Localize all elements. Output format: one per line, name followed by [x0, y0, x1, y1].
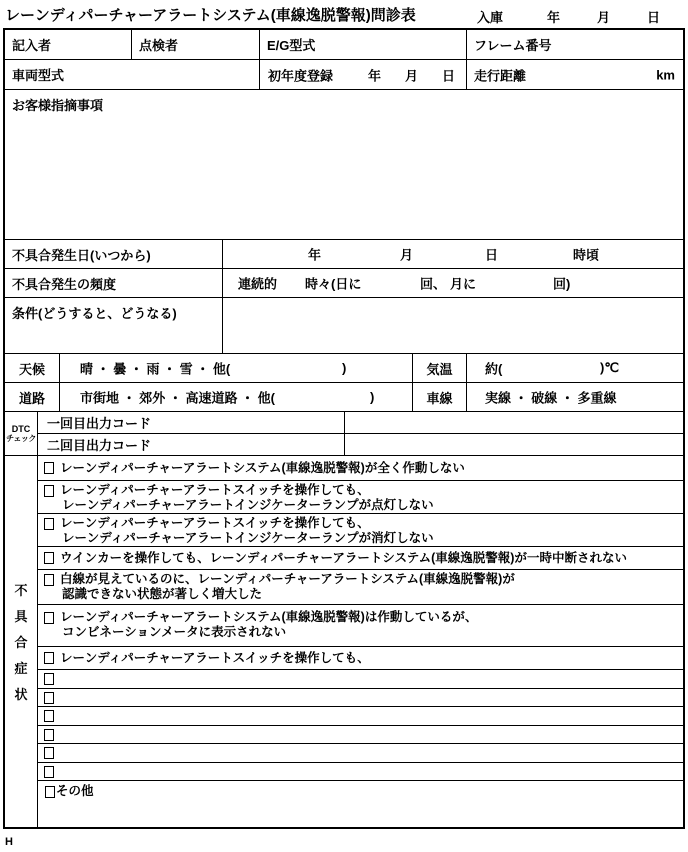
lane-options-cell[interactable]: [467, 383, 683, 411]
form-table: [3, 28, 685, 829]
checkbox[interactable]: [44, 692, 54, 704]
engine-model-cell[interactable]: [260, 30, 467, 59]
trouble-date-label-cell: [5, 240, 223, 268]
road-row: [5, 383, 683, 412]
freq-times2-label: 回): [553, 276, 571, 292]
symptom-row-empty: [38, 763, 683, 781]
symptoms-section: [5, 456, 683, 827]
road-label: 道路: [18, 390, 45, 406]
road-close-paren: ): [370, 389, 375, 405]
symptom-text: 白線が見えているのに、レーンディパーチャーアラートシステム(車線逸脱警報)が: [60, 572, 515, 586]
dtc-label-line2: チェック: [6, 433, 36, 443]
symptom-text-line2: 認識できない状態が著しく増大した: [62, 587, 263, 601]
weather-label: 天候: [18, 361, 45, 377]
header-row-2: [5, 60, 683, 90]
symptom-rows: [38, 456, 683, 827]
dtc-second-label-cell: [38, 434, 345, 455]
symptom-row: [38, 605, 683, 647]
symptoms-label-char: 具: [14, 609, 28, 624]
symptoms-label-char: 症: [14, 661, 28, 676]
header-row-1: [5, 30, 683, 60]
intake-day-label: 日: [647, 10, 661, 25]
condition-label: 条件(どうすると、どうなる): [12, 306, 177, 321]
checkbox[interactable]: [44, 710, 54, 722]
checkbox[interactable]: [44, 462, 54, 474]
recorder-cell[interactable]: [5, 30, 132, 59]
dtc-label-line1: DTC: [11, 423, 31, 434]
road-options: 市街地 ・ 郊外 ・ 高速道路 ・ 他(: [80, 390, 276, 406]
temperature-label: 気温: [426, 361, 453, 377]
frame-number-cell[interactable]: [467, 30, 683, 59]
checkbox[interactable]: [44, 552, 54, 564]
freq-continuous-label: 連続的: [238, 276, 278, 292]
symptom-row: [38, 514, 683, 547]
weather-options: 晴 ・ 曇 ・ 雨 ・ 雪 ・ 他(: [80, 361, 231, 377]
title-row: [0, 0, 688, 28]
freq-sometimes-label: 時々(日に: [305, 276, 362, 292]
mileage-cell[interactable]: [467, 60, 683, 89]
reg-month-label: 月: [405, 68, 419, 83]
symptom-row: [38, 547, 683, 570]
symptoms-label-char: 合: [14, 635, 28, 650]
freq-times1-label: 回、: [420, 276, 447, 292]
trouble-date-row: [5, 240, 683, 269]
frame-number-label: フレーム番号: [474, 38, 552, 53]
page-title: レーンディパーチャーアラートシステム(車線逸脱警報)問診表: [5, 7, 416, 24]
dtc-first-label-cell: [38, 412, 345, 433]
symptom-row-empty: [38, 670, 683, 689]
customer-notes-box[interactable]: [5, 90, 683, 240]
reg-year-label: 年: [368, 68, 382, 83]
lane-label-cell: [413, 383, 467, 411]
condition-value-cell[interactable]: [223, 298, 683, 353]
symptom-text: レーンディパーチャーアラートスイッチを操作しても、: [60, 650, 370, 665]
symptom-row: [38, 456, 683, 481]
symptom-row: [38, 647, 683, 670]
first-registration-cell[interactable]: [260, 60, 467, 89]
checkbox[interactable]: [44, 485, 54, 497]
footer-mark: H: [5, 836, 13, 848]
customer-notes-label: お客様指摘事項: [12, 98, 104, 113]
trouble-time-label: 時頃: [573, 247, 600, 263]
trouble-month-label: 月: [400, 247, 414, 263]
weather-row: [5, 354, 683, 383]
dtc-rows: [38, 412, 683, 455]
inspector-label: 点検者: [139, 38, 179, 53]
freq-monthly-label: 月に: [450, 276, 477, 292]
lane-label: 車線: [426, 390, 453, 406]
trouble-date-label: 不具合発生日(いつから): [12, 247, 151, 263]
vehicle-model-label: 車両型式: [12, 68, 65, 83]
checkbox[interactable]: [44, 673, 54, 685]
symptom-text-line2: レーンディパーチャーアラートインジケーターランプが消灯しない: [62, 531, 434, 545]
checkbox[interactable]: [44, 574, 54, 586]
frequency-value-cell[interactable]: [223, 269, 683, 297]
weather-options-cell[interactable]: [60, 354, 413, 382]
trouble-frequency-row: [5, 269, 683, 298]
weather-close-paren: ): [342, 360, 347, 376]
weather-label-cell: [5, 354, 60, 382]
symptom-row-empty: [38, 744, 683, 763]
symptom-row: [38, 481, 683, 514]
mileage-label: 走行距離: [474, 68, 527, 83]
symptom-row-other: [38, 781, 683, 827]
temp-close: )℃: [600, 360, 619, 375]
frequency-label-cell: [5, 269, 223, 297]
symptom-row: [38, 570, 683, 605]
temp-open: 約(: [485, 361, 503, 377]
symptom-text: レーンディパーチャーアラートスイッチを操作しても、: [60, 483, 370, 497]
reg-day-label: 日: [442, 68, 456, 83]
vehicle-model-cell[interactable]: [5, 60, 260, 89]
intake-label: 入庫: [477, 10, 504, 25]
dtc-second-value-cell[interactable]: [345, 434, 683, 455]
condition-label-cell: [5, 298, 223, 353]
dtc-first-row: [38, 412, 683, 434]
lane-options: 実線 ・ 破線 ・ 多重線: [485, 390, 617, 406]
checkbox[interactable]: [44, 518, 54, 530]
symptom-text: レーンディパーチャーアラートシステム(車線逸脱警報)が全く作動しない: [60, 460, 465, 475]
symptom-row-empty: [38, 689, 683, 707]
frequency-label: 不具合発生の頻度: [12, 276, 117, 292]
inspector-cell[interactable]: [132, 30, 260, 59]
dtc-first-value-cell[interactable]: [345, 412, 683, 433]
engine-model-label: E/G型式: [267, 38, 316, 53]
dtc-section-label: [5, 412, 38, 455]
trouble-day-label: 日: [485, 247, 499, 263]
first-registration-label: 初年度登録: [268, 68, 334, 83]
symptom-text: レーンディパーチャーアラートスイッチを操作しても、: [60, 516, 370, 530]
trouble-year-label: 年: [308, 247, 322, 263]
symptom-text: その他: [56, 784, 94, 798]
checkbox[interactable]: [44, 766, 54, 778]
temperature-value-cell[interactable]: [467, 354, 683, 382]
symptoms-label-char: 状: [14, 687, 28, 702]
temperature-label-cell: [413, 354, 467, 382]
dtc-section: [5, 412, 683, 456]
dtc-second-label: 二回目出力コード: [47, 437, 152, 453]
intake-month-label: 月: [597, 10, 611, 25]
symptoms-label-char: 不: [14, 583, 28, 598]
recorder-label: 記入者: [12, 38, 52, 53]
symptom-row-empty: [38, 726, 683, 744]
checkbox[interactable]: [44, 747, 54, 759]
intake-year-label: 年: [547, 10, 561, 25]
checkbox[interactable]: [45, 786, 55, 798]
mileage-unit-label: km: [656, 67, 675, 82]
condition-row: [5, 298, 683, 354]
road-options-cell[interactable]: [60, 383, 413, 411]
symptom-text-line2: コンビネーションメータに表示されない: [62, 625, 287, 639]
dtc-first-label: 一回目出力コード: [47, 415, 152, 431]
road-label-cell: [5, 383, 60, 411]
symptom-text: レーンディパーチャーアラートシステム(車線逸脱警報)は作動しているが、: [60, 610, 478, 624]
symptoms-vertical-label: [5, 456, 38, 827]
symptom-text-line2: レーンディパーチャーアラートインジケーターランプが点灯しない: [62, 498, 434, 512]
checkbox[interactable]: [44, 652, 54, 664]
dtc-second-row: [38, 434, 683, 455]
checkbox[interactable]: [44, 729, 54, 741]
symptom-row-empty: [38, 707, 683, 726]
checkbox[interactable]: [44, 612, 54, 624]
symptom-text: ウインカーを操作しても、レーンディパーチャーアラートシステム(車線逸脱警報)が一時中断されない: [60, 550, 627, 565]
trouble-date-value-cell[interactable]: [223, 240, 683, 268]
